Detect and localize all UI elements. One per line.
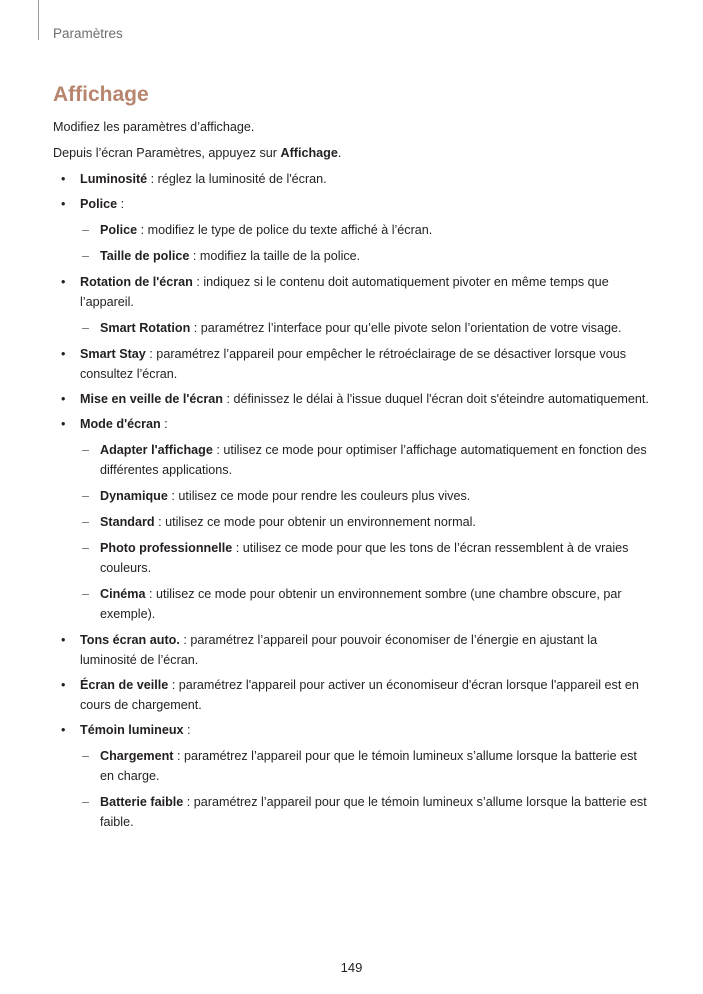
item-term: Smart Stay — [80, 347, 146, 361]
sub-item-term: Batterie faible — [100, 795, 184, 809]
bullet-icon: • — [61, 678, 66, 692]
sub-list — [80, 746, 653, 832]
bullet-icon: • — [61, 172, 66, 186]
sub-item-term: Photo professionnelle — [100, 541, 233, 555]
settings-item — [53, 272, 653, 338]
settings-item — [53, 630, 653, 670]
item-term: Mise en veille de l'écran — [80, 392, 223, 406]
sub-item-term: Smart Rotation — [100, 321, 191, 335]
bullet-icon: • — [61, 347, 66, 361]
sub-item — [80, 792, 653, 832]
item-description: : paramétrez l’appareil pour pouvoir économiser de l’énergie en ajustant la luminosité de l’écran. — [80, 633, 598, 667]
sub-item-term: Dynamique — [100, 489, 168, 503]
intro-instruction-post: . — [337, 146, 342, 160]
sub-item — [80, 246, 653, 266]
sub-list — [80, 220, 653, 266]
sub-item-description: : utilisez ce mode pour obtenir un environnement sombre (une chambre obscure, par exemple). — [100, 587, 622, 621]
bullet-icon: • — [61, 197, 66, 211]
item-description: : définissez le délai à l'issue duquel l'écran doit s'éteindre automatiquement. — [223, 392, 649, 406]
sub-list — [80, 318, 653, 338]
bullet-icon: • — [61, 275, 66, 289]
item-description: : — [160, 417, 168, 431]
dash-icon: – — [82, 249, 90, 263]
sub-item — [80, 486, 653, 506]
sub-item-description: : utilisez ce mode pour rendre les couleurs plus vives. — [167, 489, 471, 503]
sub-item — [80, 318, 653, 338]
sub-item-description: : paramétrez l’interface pour qu’elle pivote selon l’orientation de votre visage. — [190, 321, 622, 335]
header-divider — [38, 0, 39, 40]
dash-icon: – — [82, 443, 90, 457]
sub-item-description: : modifiez la taille de la police. — [189, 249, 361, 263]
sub-item — [80, 538, 653, 578]
sub-item — [80, 440, 653, 480]
sub-item — [80, 512, 653, 532]
settings-item — [53, 169, 653, 189]
page-number: 149 — [340, 960, 363, 975]
bullet-icon: • — [61, 417, 66, 431]
settings-item — [53, 414, 653, 624]
section-title: Affichage — [53, 83, 149, 106]
item-description: : paramétrez l’appareil pour empêcher le rétroéclairage de se désactiver lorsque vous consultez l’écran. — [80, 347, 627, 381]
sub-item — [80, 220, 653, 240]
item-term: Témoin lumineux — [80, 723, 184, 737]
item-term: Police — [80, 197, 118, 211]
sub-item-description: : paramétrez l’appareil pour que le témoin lumineux s’allume lorsque la batterie est faible. — [100, 795, 647, 829]
intro-instruction — [53, 143, 653, 163]
item-term: Tons écran auto. — [80, 633, 180, 647]
dash-icon: – — [82, 795, 90, 809]
sub-item-term: Police — [100, 223, 138, 237]
dash-icon: – — [82, 587, 90, 601]
sub-item-term: Taille de police — [100, 249, 190, 263]
settings-item — [53, 675, 653, 715]
dash-icon: – — [82, 489, 90, 503]
sub-item-description: : modifiez le type de police du texte affiché à l’écran. — [137, 223, 433, 237]
sub-item — [80, 584, 653, 624]
dash-icon: – — [82, 541, 90, 555]
item-term: Rotation de l'écran — [80, 275, 193, 289]
intro-instruction-pre: Depuis l’écran Paramètres, appuyez sur — [53, 146, 281, 160]
item-description: : paramétrez l'appareil pour activer un économiseur d'écran lorsque l'appareil est en cours de chargement. — [80, 678, 639, 712]
settings-item — [53, 720, 653, 832]
intro-text: Modifiez les paramètres d’affichage. — [53, 120, 255, 134]
item-description: : réglez la luminosité de l'écran. — [147, 172, 327, 186]
intro-instruction-term: Affichage — [280, 146, 338, 160]
sub-item — [80, 746, 653, 786]
settings-item — [53, 344, 653, 384]
sub-item-description: : utilisez ce mode pour que les tons de l’écran ressemblent à de vraies couleurs. — [100, 541, 629, 575]
item-term: Écran de veille — [80, 678, 169, 692]
section-body — [53, 117, 653, 838]
dash-icon: – — [82, 515, 90, 529]
dash-icon: – — [82, 321, 90, 335]
item-description: : indiquez si le contenu doit automatiquement pivoter en même temps que l’appareil. — [80, 275, 609, 309]
sub-item-description: : utilisez ce mode pour obtenir un environnement normal. — [154, 515, 476, 529]
bullet-icon: • — [61, 723, 66, 737]
sub-item-term: Chargement — [100, 749, 174, 763]
item-term: Mode d'écran — [80, 417, 161, 431]
sub-item-description: : utilisez ce mode pour optimiser l’affichage automatiquement en fonction des différentes applications. — [100, 443, 647, 477]
dash-icon: – — [82, 223, 90, 237]
item-term: Luminosité — [80, 172, 148, 186]
item-description: : — [117, 197, 125, 211]
running-header: Paramètres — [53, 26, 123, 41]
sub-list — [80, 440, 653, 624]
sub-item-term: Standard — [100, 515, 155, 529]
settings-item — [53, 194, 653, 266]
settings-list — [53, 169, 653, 832]
sub-item-description: : paramétrez l’appareil pour que le témoin lumineux s’allume lorsque la batterie est en charge. — [100, 749, 637, 783]
bullet-icon: • — [61, 633, 66, 647]
dash-icon: – — [82, 749, 90, 763]
item-description: : — [183, 723, 191, 737]
bullet-icon: • — [61, 392, 66, 406]
settings-item — [53, 389, 653, 409]
sub-item-term: Cinéma — [100, 587, 146, 601]
sub-item-term: Adapter l'affichage — [100, 443, 213, 457]
